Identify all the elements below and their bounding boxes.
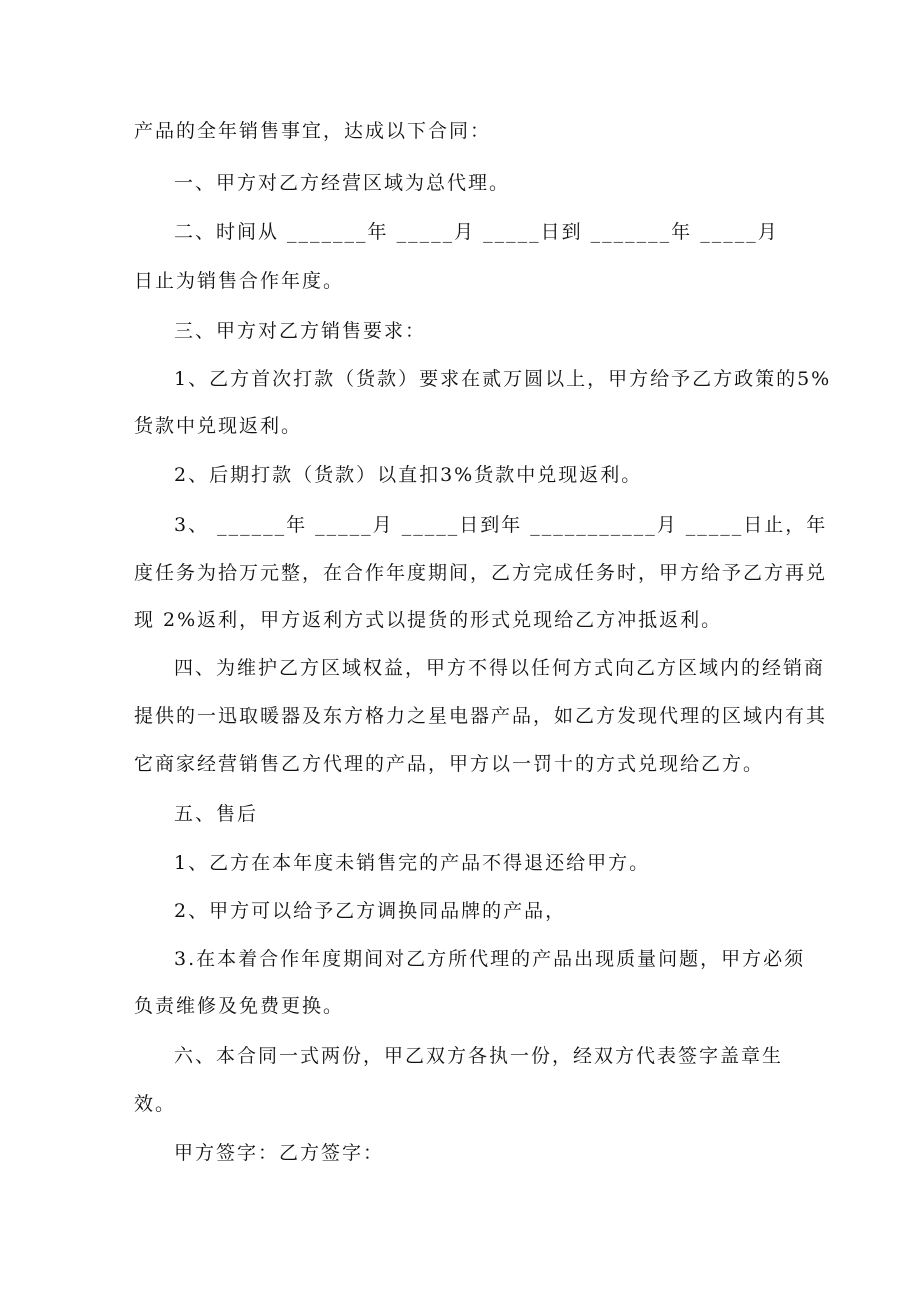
clause-3-item-3: 3、 ______年 _____月 _____日到年 ___________月 _____日止，年 — [174, 514, 828, 536]
clause-4: 四、为维护乙方区域权益，甲方不得以任何方式向乙方区域内的经销商 — [174, 657, 826, 679]
text-line: 现 2%返利，甲方返利方式以提货的形式兑现给乙方冲抵返利。 — [134, 609, 723, 631]
clause-2: 二、时间从 _______年 _____月 _____日到 _______年 _____月 — [174, 221, 779, 243]
clause-6: 六、本合同一式两份，甲乙双方各执一份，经双方代表签字盖章生 — [174, 1045, 784, 1067]
text-line: 日止为销售合作年度。 — [134, 270, 345, 292]
text-line: 度任务为拾万元整，在合作年度期间，乙方完成任务时，甲方给予乙方再兑 — [134, 562, 828, 584]
clause-3-item-1: 1、乙方首次打款（货款）要求在贰万圆以上，甲方给予乙方政策的5% — [174, 368, 832, 390]
clause-1: 一、甲方对乙方经营区域为总代理。 — [174, 172, 511, 194]
text-line: 货款中兑现返利。 — [134, 415, 303, 437]
text-line: 产品的全年销售事宜，达成以下合同： — [134, 120, 492, 142]
clause-3-item-2: 2、后期打款（货款）以直扣3%货款中兑现返利。 — [174, 464, 643, 486]
signature-line: 甲方签字：乙方签字： — [174, 1142, 385, 1164]
clause-5: 五、售后 — [174, 803, 259, 825]
text-line: 效。 — [134, 1093, 177, 1115]
clause-5-item-1: 1、乙方在本年度未销售完的产品不得退还给甲方。 — [174, 852, 651, 874]
text-line: 负责维修及免费更换。 — [134, 995, 345, 1017]
text-line: 它商家经营销售乙方代理的产品，甲方以一罚十的方式兑现给乙方。 — [134, 753, 765, 775]
clause-5-item-3: 3.在本着合作年度期间对乙方所代理的产品出现质量问题，甲方必须 — [174, 948, 806, 970]
text-line: 提供的一迅取暖器及东方格力之星电器产品，如乙方发现代理的区域内有其 — [134, 705, 828, 727]
clause-5-item-2: 2、甲方可以给予乙方调换同品牌的产品， — [174, 900, 567, 922]
clause-3: 三、甲方对乙方销售要求： — [174, 320, 427, 342]
